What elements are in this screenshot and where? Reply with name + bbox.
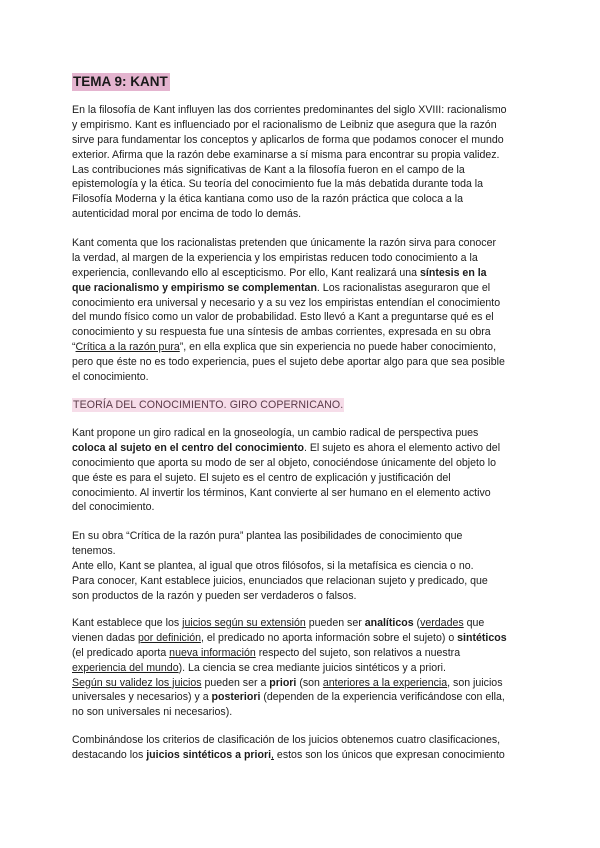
paragraph-copernican [72, 426, 534, 515]
text-run: universales y necesarios) y a [72, 691, 212, 704]
text-line: conocimiento que aporta su modo de ser al objeto, conociéndose únicamente del objeto lo [72, 456, 497, 469]
underlined-text: , [271, 748, 274, 761]
text-run: pueden ser a [201, 676, 270, 689]
text-line [72, 676, 534, 691]
text-line: Combinándose los criterios de clasificación de los juicios obtenemos cuatro clasificaciones, [72, 734, 501, 746]
text-line: En la filosofía de Kant influyen las dos corrientes predominantes del siglo XVIII: racionalismo [72, 104, 507, 116]
text-line: del mundo físico como un valor de probabilidad. Esto llevó a Kant a preguntarse qué es el [72, 311, 494, 324]
text-run: ( [413, 617, 421, 629]
text-run: pueden ser [305, 617, 365, 629]
text-run: ). La ciencia se crea mediante juicios sintéticos y a priori. [178, 661, 446, 674]
text-line: En su obra “Crítica de la razón pura” plantea las posibilidades de conocimiento que [72, 530, 463, 542]
text-run: destacando los [72, 748, 147, 761]
text-line: sirve para fundamentar los conceptos y aplicarlos de forma que podamos conocer el mundo [72, 133, 504, 146]
bold-text: priori [269, 676, 297, 689]
bold-text: posteriori [211, 691, 261, 704]
text-line: autenticidad moral por encima de todo lo demás. [72, 208, 302, 221]
text-line: y empirismo. Kant es influenciado por el racionalismo de Leibniz que asegura que la razón [72, 118, 497, 131]
underlined-text: Según su validez los juicios [72, 676, 202, 689]
text-run: (dependen de la experiencia verificándose con ella, [260, 691, 505, 704]
text-run: estos son los únicos que expresan conocimiento [273, 748, 505, 761]
text-line [72, 266, 534, 281]
text-run: vienen dadas [72, 631, 138, 644]
text-line: pero que éste no es todo experiencia, pues el sujeto debe aportar algo para que sea posible [72, 356, 505, 369]
text-line [72, 616, 534, 631]
text-line: epistemología y la ética. Su teoría del conocimiento fue la más debatida durante toda la [72, 178, 484, 191]
text-line [72, 281, 534, 296]
text-line: Para conocer, Kant establece juicios, enunciados que relacionan sujeto y predicado, que [72, 574, 488, 587]
bold-text: analíticos [364, 617, 414, 629]
text-line: Las contribuciones más significativas de Kant a la filosofía fueron en el campo de la [72, 163, 465, 176]
text-run: experiencia, conllevando ello al escepticismo. Por ello, Kant realizará una [72, 266, 421, 279]
text-run: respecto del sujeto, son relativos a nuestra [255, 646, 461, 659]
text-line [72, 340, 534, 355]
text-run: , son juicios [447, 676, 503, 689]
text-run: . Los racionalistas aseguraron que el [316, 281, 491, 294]
underlined-text: nueva información [169, 646, 256, 659]
underlined-text: Crítica a la razón pura [75, 341, 180, 354]
text-run: Kant establece que los [72, 617, 183, 629]
text-line [72, 441, 534, 456]
bold-text: sintéticos [457, 631, 507, 644]
text-line: Kant comenta que los racionalistas pretenden que únicamente la razón sirva para conocer [72, 237, 497, 249]
text-line: la verdad, al margen de la experiencia y los empiristas reducen todo conocimiento a la [72, 251, 478, 264]
text-line: exterior. Afirma que la razón debe examinarse a sí misma para encontrar su propia validez. [72, 148, 500, 161]
paragraph-judgments [72, 529, 534, 603]
paragraph-classification [72, 616, 534, 720]
text-line [72, 690, 534, 705]
text-run: que [463, 617, 485, 629]
page-title: TEMA 9: KANT [73, 74, 168, 89]
text-line: que éste es para el sujeto. El sujeto es el centro de explicación y justificación del [72, 471, 451, 484]
text-line [72, 646, 534, 661]
text-run: “ [72, 341, 76, 354]
bold-text: juicios sintéticos a priori [146, 748, 272, 761]
underlined-text: experiencia del mundo [72, 661, 179, 674]
paragraph-synthetic-a-priori [72, 733, 534, 763]
bold-text: coloca al sujeto en el centro del conocimiento [72, 441, 304, 454]
paragraph-intro [72, 103, 534, 222]
bold-text: que racionalismo y empirismo se complementan [72, 281, 317, 294]
text-run: ”, en ella explica que sin experiencia no puede haber conocimiento, [179, 341, 497, 354]
text-line [72, 748, 534, 763]
text-line [72, 631, 534, 646]
text-run: . El sujeto es ahora el elemento activo del [303, 441, 501, 454]
text-line: conocimiento era universal y necesario y a su vez los empiristas entendían el conocimiento [72, 296, 501, 309]
text-line: Filosofía Moderna y la ética kantiana como uso de la razón práctica que coloca a la [72, 193, 464, 206]
text-line: conocimiento y su respuesta fue una síntesis de ambas corrientes, expresada en su obra [72, 326, 491, 339]
bold-text: síntesis en la [420, 266, 487, 279]
text-run: (el predicado aporta [72, 646, 170, 659]
section-heading: TEORÍA DEL CONOCIMIENTO. GIRO COPERNICANO. [73, 399, 344, 411]
text-line: Kant propone un giro radical en la gnoseología, un cambio radical de perspectiva pues [72, 427, 479, 439]
text-line: Ante ello, Kant se plantea, al igual que otros filósofos, si la metafísica es ciencia o no. [72, 559, 474, 572]
text-line: no son universales ni necesarios). [72, 706, 233, 719]
text-line: el conocimiento. [72, 371, 149, 384]
text-run: (son [296, 676, 323, 689]
text-line: son productos de la razón y pueden ser verdaderos o falsos. [72, 589, 357, 602]
underlined-text: juicios según su extensión [182, 617, 306, 629]
paragraph-synthesis [72, 236, 534, 385]
text-line: tenemos. [72, 544, 116, 557]
text-line: conocimiento. Al invertir los términos, Kant convierte al ser humano en el elemento activo [72, 486, 491, 499]
underlined-text: anteriores a la experiencia [322, 676, 448, 689]
underlined-text: verdades [420, 617, 464, 629]
underlined-text: por definición [137, 631, 201, 644]
text-run: , el predicado no aporta información sobre el sujeto) o [200, 631, 458, 644]
text-line [72, 661, 534, 676]
text-line: del conocimiento. [72, 501, 155, 514]
